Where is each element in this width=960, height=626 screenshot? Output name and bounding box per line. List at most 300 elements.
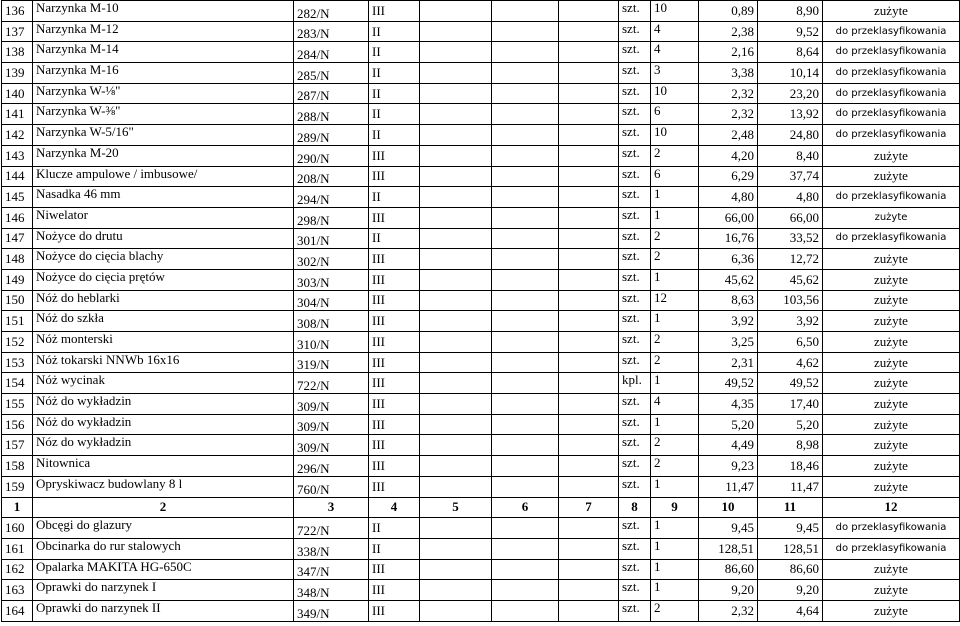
table-row: [2, 414, 960, 435]
category: II: [369, 538, 420, 559]
quantity: 1: [651, 538, 699, 559]
column-number: 2: [33, 497, 294, 518]
unit: szt.: [619, 249, 651, 270]
status: do przeklasyfikowania: [823, 83, 960, 104]
column-number: 7: [559, 497, 619, 518]
unit: szt.: [619, 145, 651, 166]
item-name: Narzynka W-⅛": [33, 83, 294, 104]
empty-cell: [420, 394, 492, 415]
total-value: 9,20: [758, 580, 823, 601]
empty-cell: [420, 42, 492, 63]
row-number: 152: [2, 332, 33, 353]
row-number: 154: [2, 373, 33, 394]
item-name: Nożyce do cięcia prętów: [33, 269, 294, 290]
item-name: Nożyce do cięcia blachy: [33, 249, 294, 270]
unit-price: 4,20: [699, 145, 758, 166]
unit-price: 2,31: [699, 352, 758, 373]
empty-cell: [492, 104, 559, 125]
category: III: [369, 394, 420, 415]
item-name: Narzynka M-12: [33, 21, 294, 42]
category: III: [369, 290, 420, 311]
unit: szt.: [619, 580, 651, 601]
unit: szt.: [619, 352, 651, 373]
status: zużyte: [823, 290, 960, 311]
quantity: 4: [651, 394, 699, 415]
empty-cell: [420, 228, 492, 249]
empty-cell: [492, 21, 559, 42]
table-row: [2, 228, 960, 249]
unit-price: 11,47: [699, 476, 758, 497]
unit: szt.: [619, 269, 651, 290]
table-row: [2, 559, 960, 580]
row-number: 150: [2, 290, 33, 311]
category: III: [369, 1, 420, 22]
empty-cell: [420, 600, 492, 621]
row-number: 144: [2, 166, 33, 187]
total-value: 13,92: [758, 104, 823, 125]
quantity: 4: [651, 21, 699, 42]
status: do przeklasyfikowania: [823, 538, 960, 559]
unit: szt.: [619, 21, 651, 42]
status: do przeklasyfikowania: [823, 63, 960, 84]
status: do przeklasyfikowania: [823, 104, 960, 125]
status: zużyte: [823, 373, 960, 394]
inventory-code: 347/N: [294, 559, 369, 580]
item-name: Nożyce do drutu: [33, 228, 294, 249]
empty-cell: [492, 290, 559, 311]
empty-cell: [559, 290, 619, 311]
unit: szt.: [619, 311, 651, 332]
empty-cell: [559, 352, 619, 373]
item-name: Nóz do wykładzin: [33, 435, 294, 456]
item-name: Opryskiwacz budowlany 8 l: [33, 476, 294, 497]
total-value: 23,20: [758, 83, 823, 104]
inventory-code: 287/N: [294, 83, 369, 104]
unit: szt.: [619, 600, 651, 621]
column-number: 9: [651, 497, 699, 518]
table-row: [2, 125, 960, 146]
total-value: 8,40: [758, 145, 823, 166]
empty-cell: [492, 580, 559, 601]
item-name: Niwelator: [33, 207, 294, 228]
quantity: 1: [651, 559, 699, 580]
item-name: Nitownica: [33, 456, 294, 477]
empty-cell: [492, 394, 559, 415]
empty-cell: [420, 580, 492, 601]
status: zużyte: [823, 414, 960, 435]
category: III: [369, 580, 420, 601]
unit: szt.: [619, 476, 651, 497]
quantity: 1: [651, 187, 699, 208]
inventory-code: 282/N: [294, 1, 369, 22]
total-value: 18,46: [758, 456, 823, 477]
category: III: [369, 414, 420, 435]
quantity: 10: [651, 125, 699, 146]
unit-price: 5,20: [699, 414, 758, 435]
table-row: [2, 352, 960, 373]
empty-cell: [492, 269, 559, 290]
inventory-code: 285/N: [294, 63, 369, 84]
unit-price: 2,48: [699, 125, 758, 146]
row-number: 147: [2, 228, 33, 249]
empty-cell: [492, 1, 559, 22]
unit: szt.: [619, 538, 651, 559]
empty-cell: [492, 145, 559, 166]
category: II: [369, 104, 420, 125]
empty-cell: [559, 456, 619, 477]
status: do przeklasyfikowania: [823, 21, 960, 42]
inventory-code: 338/N: [294, 538, 369, 559]
unit: szt.: [619, 125, 651, 146]
unit: szt.: [619, 83, 651, 104]
row-number: 160: [2, 518, 33, 539]
unit: szt.: [619, 187, 651, 208]
status: zużyte: [823, 145, 960, 166]
row-number: 145: [2, 187, 33, 208]
category: II: [369, 83, 420, 104]
inventory-code: 284/N: [294, 42, 369, 63]
unit-price: 8,63: [699, 290, 758, 311]
empty-cell: [559, 394, 619, 415]
inventory-code: 208/N: [294, 166, 369, 187]
item-name: Nóż monterski: [33, 332, 294, 353]
status: zużyte: [823, 207, 960, 228]
row-number: 153: [2, 352, 33, 373]
empty-cell: [420, 435, 492, 456]
header-row: [2, 497, 960, 518]
inventory-code: 309/N: [294, 394, 369, 415]
category: II: [369, 125, 420, 146]
row-number: 151: [2, 311, 33, 332]
inventory-code: 301/N: [294, 228, 369, 249]
unit-price: 3,38: [699, 63, 758, 84]
table-row: [2, 518, 960, 539]
quantity: 3: [651, 63, 699, 84]
inventory-code: 288/N: [294, 104, 369, 125]
table-row: [2, 207, 960, 228]
row-number: 157: [2, 435, 33, 456]
total-value: 8,90: [758, 1, 823, 22]
item-name: Nóż do wykładzin: [33, 394, 294, 415]
category: II: [369, 63, 420, 84]
category: III: [369, 311, 420, 332]
empty-cell: [492, 414, 559, 435]
empty-cell: [559, 104, 619, 125]
total-value: 10,14: [758, 63, 823, 84]
item-name: Narzynka W-⅜": [33, 104, 294, 125]
row-number: 158: [2, 456, 33, 477]
table-row: [2, 21, 960, 42]
row-number: 164: [2, 600, 33, 621]
row-number: 156: [2, 414, 33, 435]
table-row: [2, 104, 960, 125]
inventory-code: 308/N: [294, 311, 369, 332]
unit: szt.: [619, 1, 651, 22]
quantity: 12: [651, 290, 699, 311]
item-name: Nóż do wykładzin: [33, 414, 294, 435]
empty-cell: [559, 580, 619, 601]
table-row: [2, 538, 960, 559]
unit-price: 3,92: [699, 311, 758, 332]
unit-price: 2,16: [699, 42, 758, 63]
status: zużyte: [823, 580, 960, 601]
category: III: [369, 332, 420, 353]
total-value: 37,74: [758, 166, 823, 187]
quantity: 4: [651, 42, 699, 63]
empty-cell: [559, 518, 619, 539]
empty-cell: [559, 373, 619, 394]
empty-cell: [420, 125, 492, 146]
total-value: 4,64: [758, 600, 823, 621]
empty-cell: [420, 207, 492, 228]
row-number: 141: [2, 104, 33, 125]
empty-cell: [420, 187, 492, 208]
column-number: 11: [758, 497, 823, 518]
empty-cell: [420, 518, 492, 539]
item-name: Nóż do szkła: [33, 311, 294, 332]
row-number: 161: [2, 538, 33, 559]
category: III: [369, 559, 420, 580]
category: III: [369, 269, 420, 290]
status: zużyte: [823, 456, 960, 477]
empty-cell: [492, 518, 559, 539]
quantity: 1: [651, 414, 699, 435]
row-number: 142: [2, 125, 33, 146]
inventory-code: 303/N: [294, 269, 369, 290]
total-value: 8,98: [758, 435, 823, 456]
unit-price: 4,49: [699, 435, 758, 456]
column-number: 12: [823, 497, 960, 518]
status: zużyte: [823, 435, 960, 456]
item-name: Klucze ampulowe / imbusowe/: [33, 166, 294, 187]
table-row: [2, 600, 960, 621]
row-number: 146: [2, 207, 33, 228]
table-row: [2, 42, 960, 63]
item-name: Nóż wycinak: [33, 373, 294, 394]
status: do przeklasyfikowania: [823, 42, 960, 63]
quantity: 1: [651, 311, 699, 332]
total-value: 86,60: [758, 559, 823, 580]
row-number: 143: [2, 145, 33, 166]
empty-cell: [420, 559, 492, 580]
empty-cell: [420, 63, 492, 84]
category: II: [369, 21, 420, 42]
unit-price: 9,45: [699, 518, 758, 539]
empty-cell: [492, 456, 559, 477]
table-row: [2, 456, 960, 477]
item-name: Nasadka 46 mm: [33, 187, 294, 208]
empty-cell: [492, 476, 559, 497]
item-name: Narzynka M-16: [33, 63, 294, 84]
total-value: 4,80: [758, 187, 823, 208]
inventory-code: 348/N: [294, 580, 369, 601]
empty-cell: [420, 83, 492, 104]
status: do przeklasyfikowania: [823, 187, 960, 208]
unit: szt.: [619, 104, 651, 125]
quantity: 2: [651, 352, 699, 373]
unit: szt.: [619, 518, 651, 539]
empty-cell: [492, 352, 559, 373]
total-value: 9,52: [758, 21, 823, 42]
inventory-code: 349/N: [294, 600, 369, 621]
empty-cell: [559, 435, 619, 456]
total-value: 11,47: [758, 476, 823, 497]
inventory-code: 294/N: [294, 187, 369, 208]
category: III: [369, 456, 420, 477]
inventory-code: 290/N: [294, 145, 369, 166]
table-row: [2, 145, 960, 166]
empty-cell: [420, 332, 492, 353]
unit: szt.: [619, 394, 651, 415]
quantity: 2: [651, 600, 699, 621]
empty-cell: [559, 166, 619, 187]
category: III: [369, 476, 420, 497]
column-number: 8: [619, 497, 651, 518]
empty-cell: [420, 414, 492, 435]
empty-cell: [559, 414, 619, 435]
item-name: Nóż tokarski NNWb 16x16: [33, 352, 294, 373]
unit-price: 66,00: [699, 207, 758, 228]
inventory-code: 296/N: [294, 456, 369, 477]
empty-cell: [492, 249, 559, 270]
inventory-code: 298/N: [294, 207, 369, 228]
table-row: [2, 187, 960, 208]
category: III: [369, 373, 420, 394]
status: do przeklasyfikowania: [823, 125, 960, 146]
item-name: Nóż do heblarki: [33, 290, 294, 311]
total-value: 6,50: [758, 332, 823, 353]
table-row: [2, 394, 960, 415]
empty-cell: [420, 456, 492, 477]
empty-cell: [492, 311, 559, 332]
table-body-bottom: [2, 518, 960, 621]
quantity: 2: [651, 435, 699, 456]
empty-cell: [559, 538, 619, 559]
empty-cell: [559, 228, 619, 249]
empty-cell: [559, 207, 619, 228]
empty-cell: [420, 21, 492, 42]
unit: szt.: [619, 63, 651, 84]
empty-cell: [559, 83, 619, 104]
category: II: [369, 518, 420, 539]
status: do przeklasyfikowania: [823, 518, 960, 539]
empty-cell: [420, 1, 492, 22]
empty-cell: [492, 187, 559, 208]
quantity: 10: [651, 1, 699, 22]
empty-cell: [420, 538, 492, 559]
inventory-code: 309/N: [294, 414, 369, 435]
row-number: 139: [2, 63, 33, 84]
quantity: 6: [651, 166, 699, 187]
empty-cell: [420, 290, 492, 311]
inventory-code: 722/N: [294, 373, 369, 394]
empty-cell: [420, 104, 492, 125]
total-value: 45,62: [758, 269, 823, 290]
row-number: 162: [2, 559, 33, 580]
unit-price: 4,35: [699, 394, 758, 415]
inventory-code: 310/N: [294, 332, 369, 353]
column-number: 1: [2, 497, 33, 518]
quantity: 10: [651, 83, 699, 104]
quantity: 2: [651, 332, 699, 353]
quantity: 2: [651, 456, 699, 477]
quantity: 1: [651, 518, 699, 539]
empty-cell: [492, 63, 559, 84]
row-number: 155: [2, 394, 33, 415]
row-number: 163: [2, 580, 33, 601]
unit-price: 6,29: [699, 166, 758, 187]
row-number: 140: [2, 83, 33, 104]
table-row: [2, 1, 960, 22]
status: zużyte: [823, 352, 960, 373]
total-value: 128,51: [758, 538, 823, 559]
item-name: Oprawki do narzynek I: [33, 580, 294, 601]
quantity: 6: [651, 104, 699, 125]
category: III: [369, 600, 420, 621]
column-number-header: [2, 497, 960, 518]
unit: szt.: [619, 166, 651, 187]
status: zużyte: [823, 332, 960, 353]
table-row: [2, 290, 960, 311]
empty-cell: [420, 373, 492, 394]
category: III: [369, 435, 420, 456]
column-number: 6: [492, 497, 559, 518]
table-row: [2, 249, 960, 270]
empty-cell: [492, 166, 559, 187]
empty-cell: [492, 228, 559, 249]
unit-price: 2,32: [699, 83, 758, 104]
item-name: Obcęgi do glazury: [33, 518, 294, 539]
status: zużyte: [823, 311, 960, 332]
quantity: 1: [651, 269, 699, 290]
quantity: 2: [651, 228, 699, 249]
unit: szt.: [619, 228, 651, 249]
column-number: 10: [699, 497, 758, 518]
unit-price: 6,36: [699, 249, 758, 270]
unit: szt.: [619, 332, 651, 353]
empty-cell: [420, 166, 492, 187]
row-number: 159: [2, 476, 33, 497]
unit-price: 2,32: [699, 104, 758, 125]
empty-cell: [559, 1, 619, 22]
empty-cell: [420, 269, 492, 290]
unit: kpl.: [619, 373, 651, 394]
item-name: Obcinarka do rur stalowych: [33, 538, 294, 559]
empty-cell: [559, 332, 619, 353]
category: III: [369, 145, 420, 166]
unit-price: 45,62: [699, 269, 758, 290]
table-row: [2, 580, 960, 601]
empty-cell: [559, 269, 619, 290]
unit-price: 4,80: [699, 187, 758, 208]
quantity: 1: [651, 476, 699, 497]
unit: szt.: [619, 207, 651, 228]
item-name: Narzynka M-20: [33, 145, 294, 166]
item-name: Narzynka M-10: [33, 1, 294, 22]
unit: szt.: [619, 42, 651, 63]
inventory-code: 722/N: [294, 518, 369, 539]
category: II: [369, 42, 420, 63]
inventory-code: 289/N: [294, 125, 369, 146]
empty-cell: [492, 600, 559, 621]
empty-cell: [559, 21, 619, 42]
category: II: [369, 228, 420, 249]
table-row: [2, 269, 960, 290]
empty-cell: [420, 352, 492, 373]
empty-cell: [492, 435, 559, 456]
total-value: 9,45: [758, 518, 823, 539]
quantity: 1: [651, 580, 699, 601]
